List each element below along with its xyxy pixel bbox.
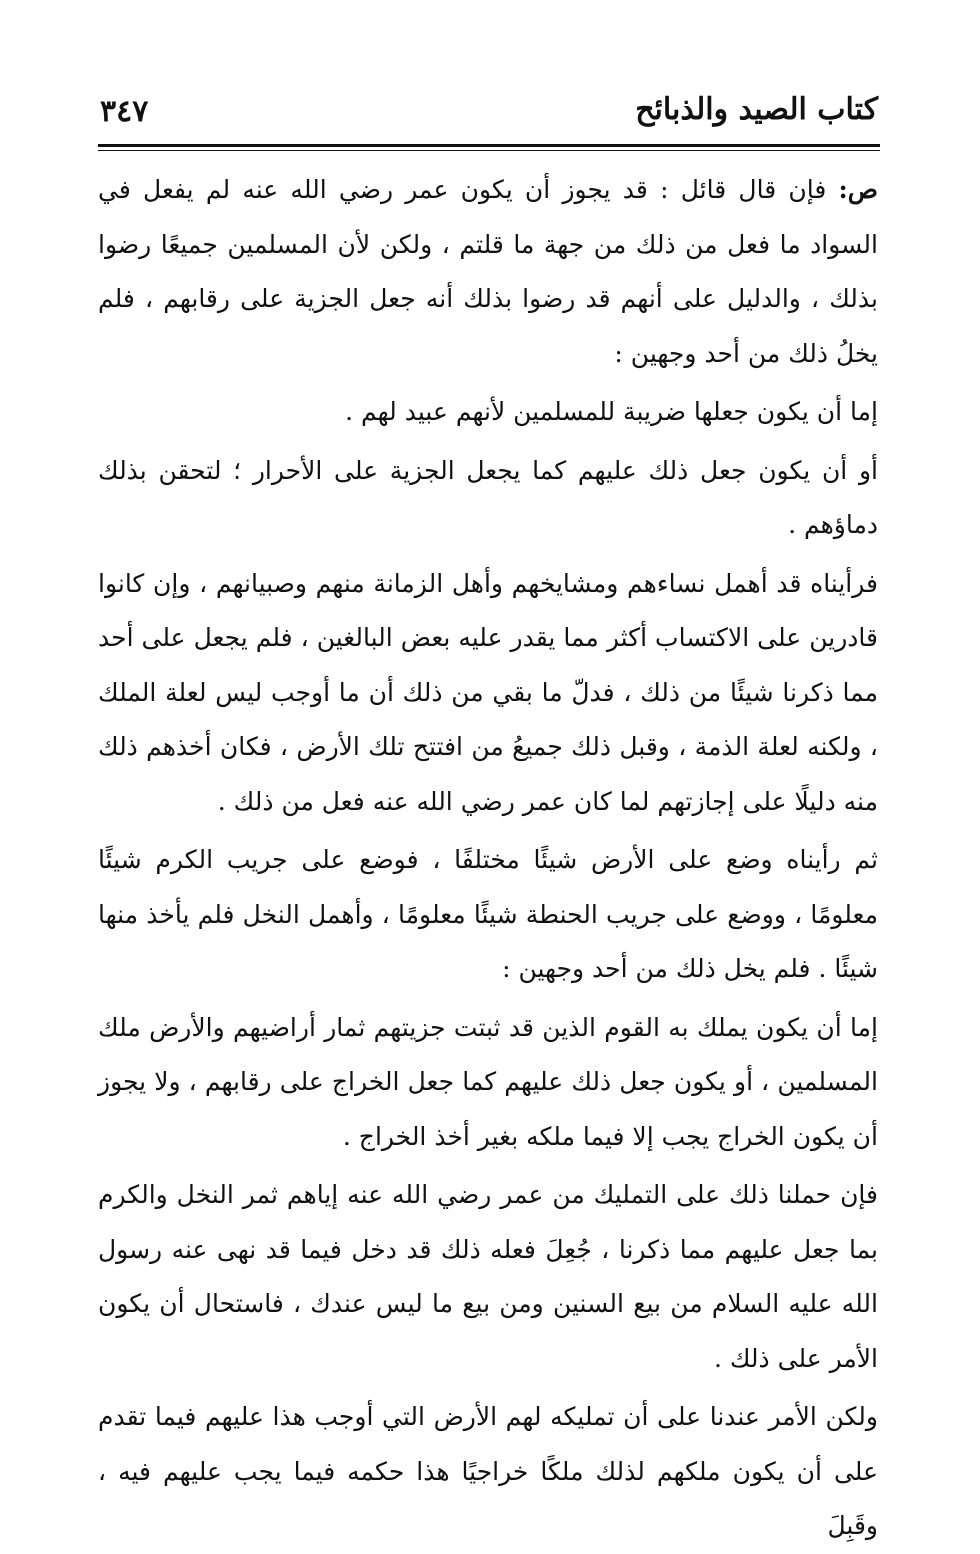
paragraph-1: [98, 163, 878, 381]
paragraph-3: [98, 444, 878, 553]
paragraph-5: [98, 833, 878, 997]
paragraph-text: فإن قال قائل : قد يجوز أن يكون عمر رضي الله عنه لم يفعل في السواد ما فعل من ذلك من جهة ما قلتم ، ولكن لأن المسلمين جميعًا رضوا بذلك ، والدليل على أنهم قد رضوا بذلك أنه جعل الجزية على رقابهم ، فلم يخلُ ذلك من أحد وجهين :: [98, 175, 878, 368]
header-rule-thin: [98, 150, 880, 151]
paragraph-text: فإن حملنا ذلك على التمليك من عمر رضي الله عنه إياهم ثمر النخل والكرم بما جعل عليهم مما ذكرنا ، جُعِلَ فعله ذلك قد دخل فيما قد نهى عنه رسول الله عليه السلام من بيع السنين ومن بيع ما ليس عندك ، فاستحال أن يكون الأمر على ذلك .: [98, 1180, 878, 1373]
paragraph-label: ص:: [838, 175, 878, 204]
paragraph-2: [98, 385, 878, 440]
paragraph-text: إما أن يكون يملك به القوم الذين قد ثبتت جزيتهم ثمار أراضيهم والأرض ملك المسلمين ، أو يكون جعل ذلك عليهم كما جعل الخراج على رقابهم ، ولا يجوز أن يكون الخراج يجب إلا فيما ملكه بغير أخذ الخراج .: [98, 1012, 878, 1151]
page-header: [100, 92, 878, 142]
paragraph-text: ولكن الأمر عندنا على أن تمليكه لهم الأرض التي أوجب هذا عليهم فيما تقدم على أن يكون ملكهم لذلك ملكًا خراجيًا هذا حكمه فيما يجب عليهم فيه ، وقَبِلَ: [98, 1402, 878, 1540]
paragraph-text: ثم رأيناه وضع على الأرض شيئًا مختلفًا ، فوضع على جريب الكرم شيئًا معلومًا ، ووضع على جريب الحنطة شيئًا معلومًا ، وأهمل النخل فلم يأخذ منها شيئًا . فلم يخل ذلك من أحد وجهين :: [98, 845, 878, 983]
paragraph-text: إما أن يكون جعلها ضريبة للمسلمين لأنهم عبيد لهم .: [345, 397, 878, 426]
paragraph-6: [98, 1001, 878, 1165]
paragraph-7: [98, 1168, 878, 1386]
running-title: كتاب الصيد والذبائح: [635, 92, 878, 127]
page-number: ٣٤٧: [100, 94, 149, 129]
header-rule-thick: [98, 144, 880, 147]
paragraph-text: فرأيناه قد أهمل نساءهم ومشايخهم وأهل الزمانة منهم وصبيانهم ، وإن كانوا قادرين على الاكتساب أكثر مما يقدر عليه بعض البالغين ، فلم يجعل على أحد مما ذكرنا شيئًا من ذلك ، فدلّ ما بقي من ذلك أن ما أوجب ليس لعلة الملك ، ولكنه لعلة الذمة ، وقبل ذلك جميعُ من افتتح تلك الأرض ، فكان أخذهم ذلك منه دليلًا على إجازتهم لما كان عمر رضي الله عنه فعل من ذلك .: [98, 568, 879, 816]
body-text: [98, 163, 878, 1554]
paragraph-8: [98, 1390, 878, 1554]
paragraph-4: [98, 557, 878, 830]
paragraph-text: أو أن يكون جعل ذلك عليهم كما يجعل الجزية على الأحرار ؛ لتحقن بذلك دماؤهم .: [98, 455, 878, 539]
